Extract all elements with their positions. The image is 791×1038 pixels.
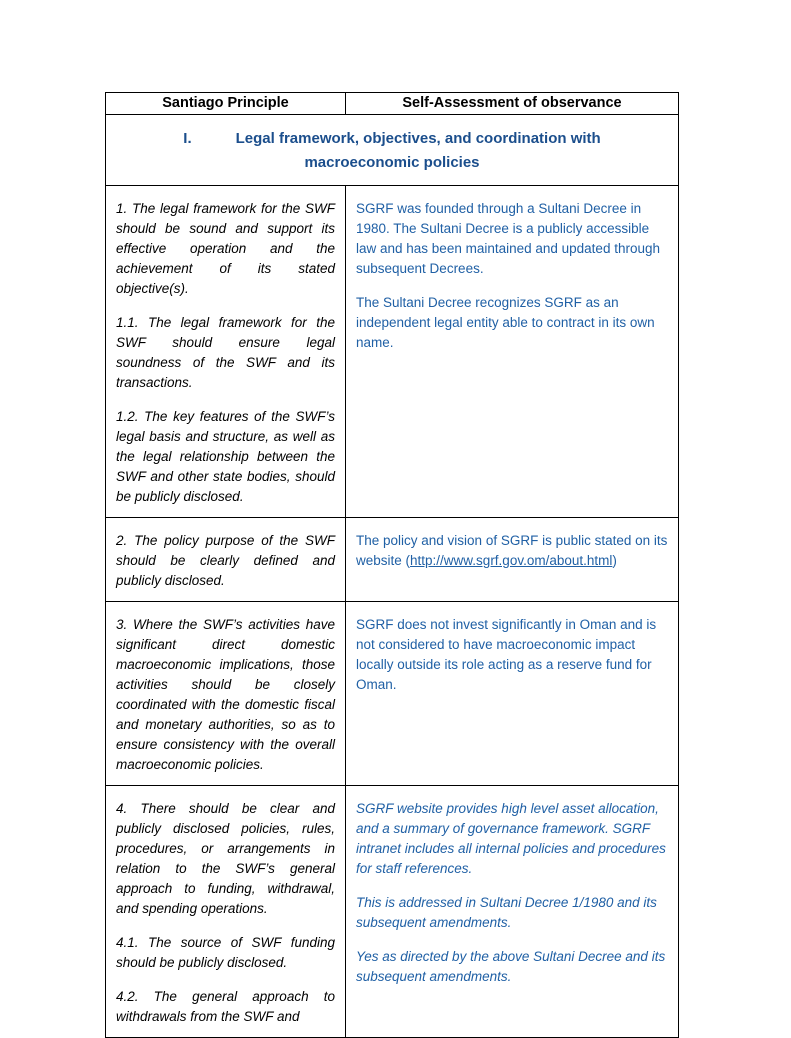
table-row-principle-2 — [106, 518, 679, 602]
section-numeral: I. — [183, 130, 192, 147]
principle-paragraph: 1.1. The legal framework for the SWF should ensure legal soundness of the SWF and its transactions. — [116, 315, 335, 390]
assessment-cell-4 — [346, 786, 679, 1038]
principle-cell-1 — [106, 186, 346, 518]
principle-cell-2 — [106, 518, 346, 602]
principle-paragraph: 3. Where the SWF’s activities have significant direct domestic macroeconomic implications, those activities should be closely coordinated with the domestic fiscal and monetary authorities, so as to ensure consistency with the overall macroeconomic policies. — [116, 617, 335, 772]
assessment-paragraph: This is addressed in Sultani Decree 1/1980 and its subsequent amendments. — [356, 895, 657, 930]
santiago-principles-table — [105, 92, 679, 1038]
assessment-paragraph: SGRF was founded through a Sultani Decree in 1980. The Sultani Decree is a publicly accessible law and has been maintained and updated through subsequent Decrees. — [356, 201, 660, 276]
assessment-cell-1 — [346, 186, 679, 518]
section-heading — [158, 127, 626, 175]
assessment-paragraph: Yes as directed by the above Sultani Decree and its subsequent amendments. — [356, 949, 666, 984]
header-cell-self-assessment: Self-Assessment of observance — [346, 93, 679, 115]
principle-paragraph: 1. The legal framework for the SWF should be sound and support its effective operation and the achievement of its stated objective(s). — [116, 201, 335, 296]
principle-paragraph: 1.2. The key features of the SWF’s legal basis and structure, as well as the legal relationship between the SWF and other state bodies, should be publicly disclosed. — [116, 409, 335, 504]
principle-paragraph: 2. The policy purpose of the SWF should be clearly defined and publicly disclosed. — [116, 533, 335, 588]
assessment-text-before-link: The policy and vision of SGRF is public stated on its website ( — [356, 533, 668, 568]
section-title: Legal framework, objectives, and coordination with macroeconomic policies — [235, 130, 601, 171]
table-row-principle-4 — [106, 786, 679, 1038]
assessment-paragraph: The Sultani Decree recognizes SGRF as an independent legal entity able to contract in its own name. — [356, 295, 655, 350]
principle-cell-3 — [106, 602, 346, 786]
principle-paragraph: 4.1. The source of SWF funding should be publicly disclosed. — [116, 935, 335, 970]
principle-paragraph: 4. There should be clear and publicly disclosed policies, rules, procedures, or arrangements in relation to the SWF’s general approach to funding, withdrawal, and spending operations. — [116, 801, 335, 916]
table-row-principle-1 — [106, 186, 679, 518]
assessment-cell-3 — [346, 602, 679, 786]
principle-cell-4 — [106, 786, 346, 1038]
table-header-row — [106, 93, 679, 115]
assessment-paragraph — [356, 531, 668, 571]
section-heading-cell — [106, 115, 679, 186]
assessment-cell-2 — [346, 518, 679, 602]
assessment-paragraph: SGRF website provides high level asset allocation, and a summary of governance framework. SGRF intranet includes all internal policies and procedures for staff references. — [356, 801, 666, 876]
assessment-paragraph: SGRF does not invest significantly in Oman and is not considered to have macroeconomic impact locally outside its role acting as a reserve fund for Oman. — [356, 617, 657, 692]
header-cell-santiago-principle: Santiago Principle — [106, 93, 346, 115]
assessment-text-after-link: ) — [612, 553, 617, 568]
section-heading-row — [106, 115, 679, 186]
sgrf-website-link[interactable]: http://www.sgrf.gov.om/about.html — [410, 553, 613, 568]
table-row-principle-3 — [106, 602, 679, 786]
principle-paragraph: 4.2. The general approach to withdrawals from the SWF and — [116, 989, 335, 1024]
